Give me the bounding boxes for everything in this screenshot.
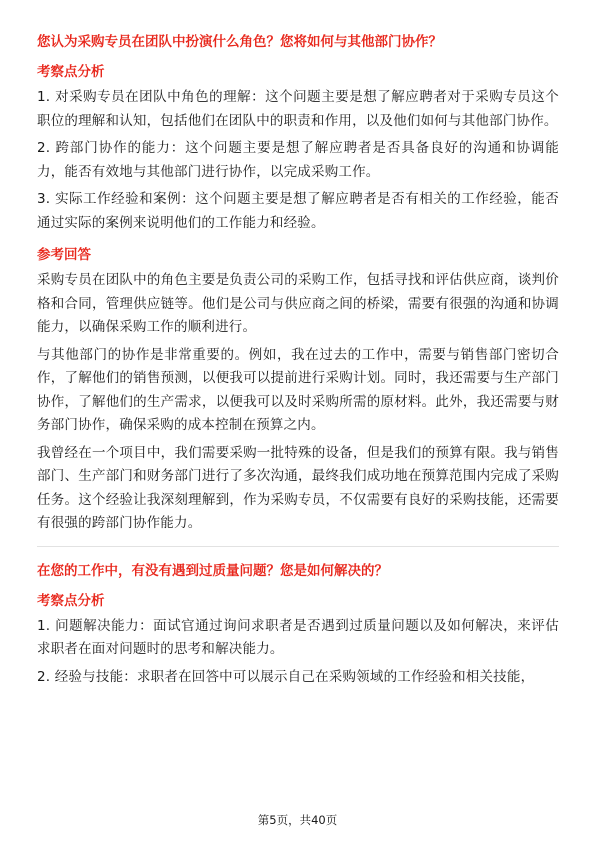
q2-analysis-heading: 考察点分析 — [37, 592, 105, 609]
q2-analysis-item: 2. 经验与技能：求职者在回答中可以展示自己在采购领域的工作经验和相关技能， — [37, 668, 535, 685]
q1-analysis-item: 2. 跨部门协作的能力：这个问题主要是想了解应聘者是否具备良好的沟通和协调能力，能否有效地与其他部门进行协作，以完成采购工作。 — [37, 140, 559, 180]
q1-analysis-item: 3. 实际工作经验和案例：这个问题主要是想了解应聘者是否有相关的工作经验，能否通过实际的案例来说明他们的工作能力和经验。 — [37, 191, 559, 231]
section-divider — [37, 546, 559, 547]
page-content — [37, 32, 559, 699]
q1-analysis-heading: 考察点分析 — [37, 64, 105, 80]
q1-answer-heading: 参考回答 — [37, 247, 91, 263]
q2-analysis-list — [37, 615, 559, 690]
q1-answer-paragraph: 采购专员在团队中的角色主要是负责公司的采购工作，包括寻找和评估供应商，谈判价格和合同，管理供应链等。他们是公司与供应商之间的桥梁，需要有很强的沟通和协调能力，以确保采购工作的顺利进行。 — [37, 272, 559, 335]
q1-analysis-item: 1. 对采购专员在团队中角色的理解：这个问题主要是想了解应聘者对于采购专员这个职位的理解和认知，包括他们在团队中的职责和作用，以及他们如何与其他部门协作。 — [37, 89, 559, 129]
page-number: 第5页，共40页 — [257, 813, 338, 827]
q1-answer-body — [37, 269, 559, 536]
q1-answer-paragraph: 我曾经在一个项目中，我们需要采购一批特殊的设备，但是我们的预算有限。我与销售部门、生产部门和财务部门进行了多次沟通，最终我们成功地在预算范围内完成了采购任务。这个经验让我深刻理解到，作为采购专员，不仅需要有良好的采购技能，还需要有很强的跨部门协作能力。 — [37, 444, 559, 531]
q1-answer-paragraph: 与其他部门的协作是非常重要的。例如，我在过去的工作中，需要与销售部门密切合作，了解他们的销售预测，以便我可以提前进行采购计划。同时，我还需要与生产部门协作，了解他们的生产需求，以便我可以及时采购所需的原材料。此外，我还需要与财务部门协作，确保采购的成本控制在预算之内。 — [37, 346, 559, 433]
q2-analysis-item: 1. 问题解决能力：面试官通过询问求职者是否遇到过质量问题以及如何解决，来评估求职者在面对问题时的思考和解决能力。 — [37, 617, 559, 657]
q1-analysis-list — [37, 86, 559, 235]
question-1-title: 您认为采购专员在团队中扮演什么角色？您将如何与其他部门协作？ — [37, 34, 442, 50]
question-2-title: 在您的工作中，有没有遇到过质量问题？您是如何解决的？ — [37, 562, 388, 579]
